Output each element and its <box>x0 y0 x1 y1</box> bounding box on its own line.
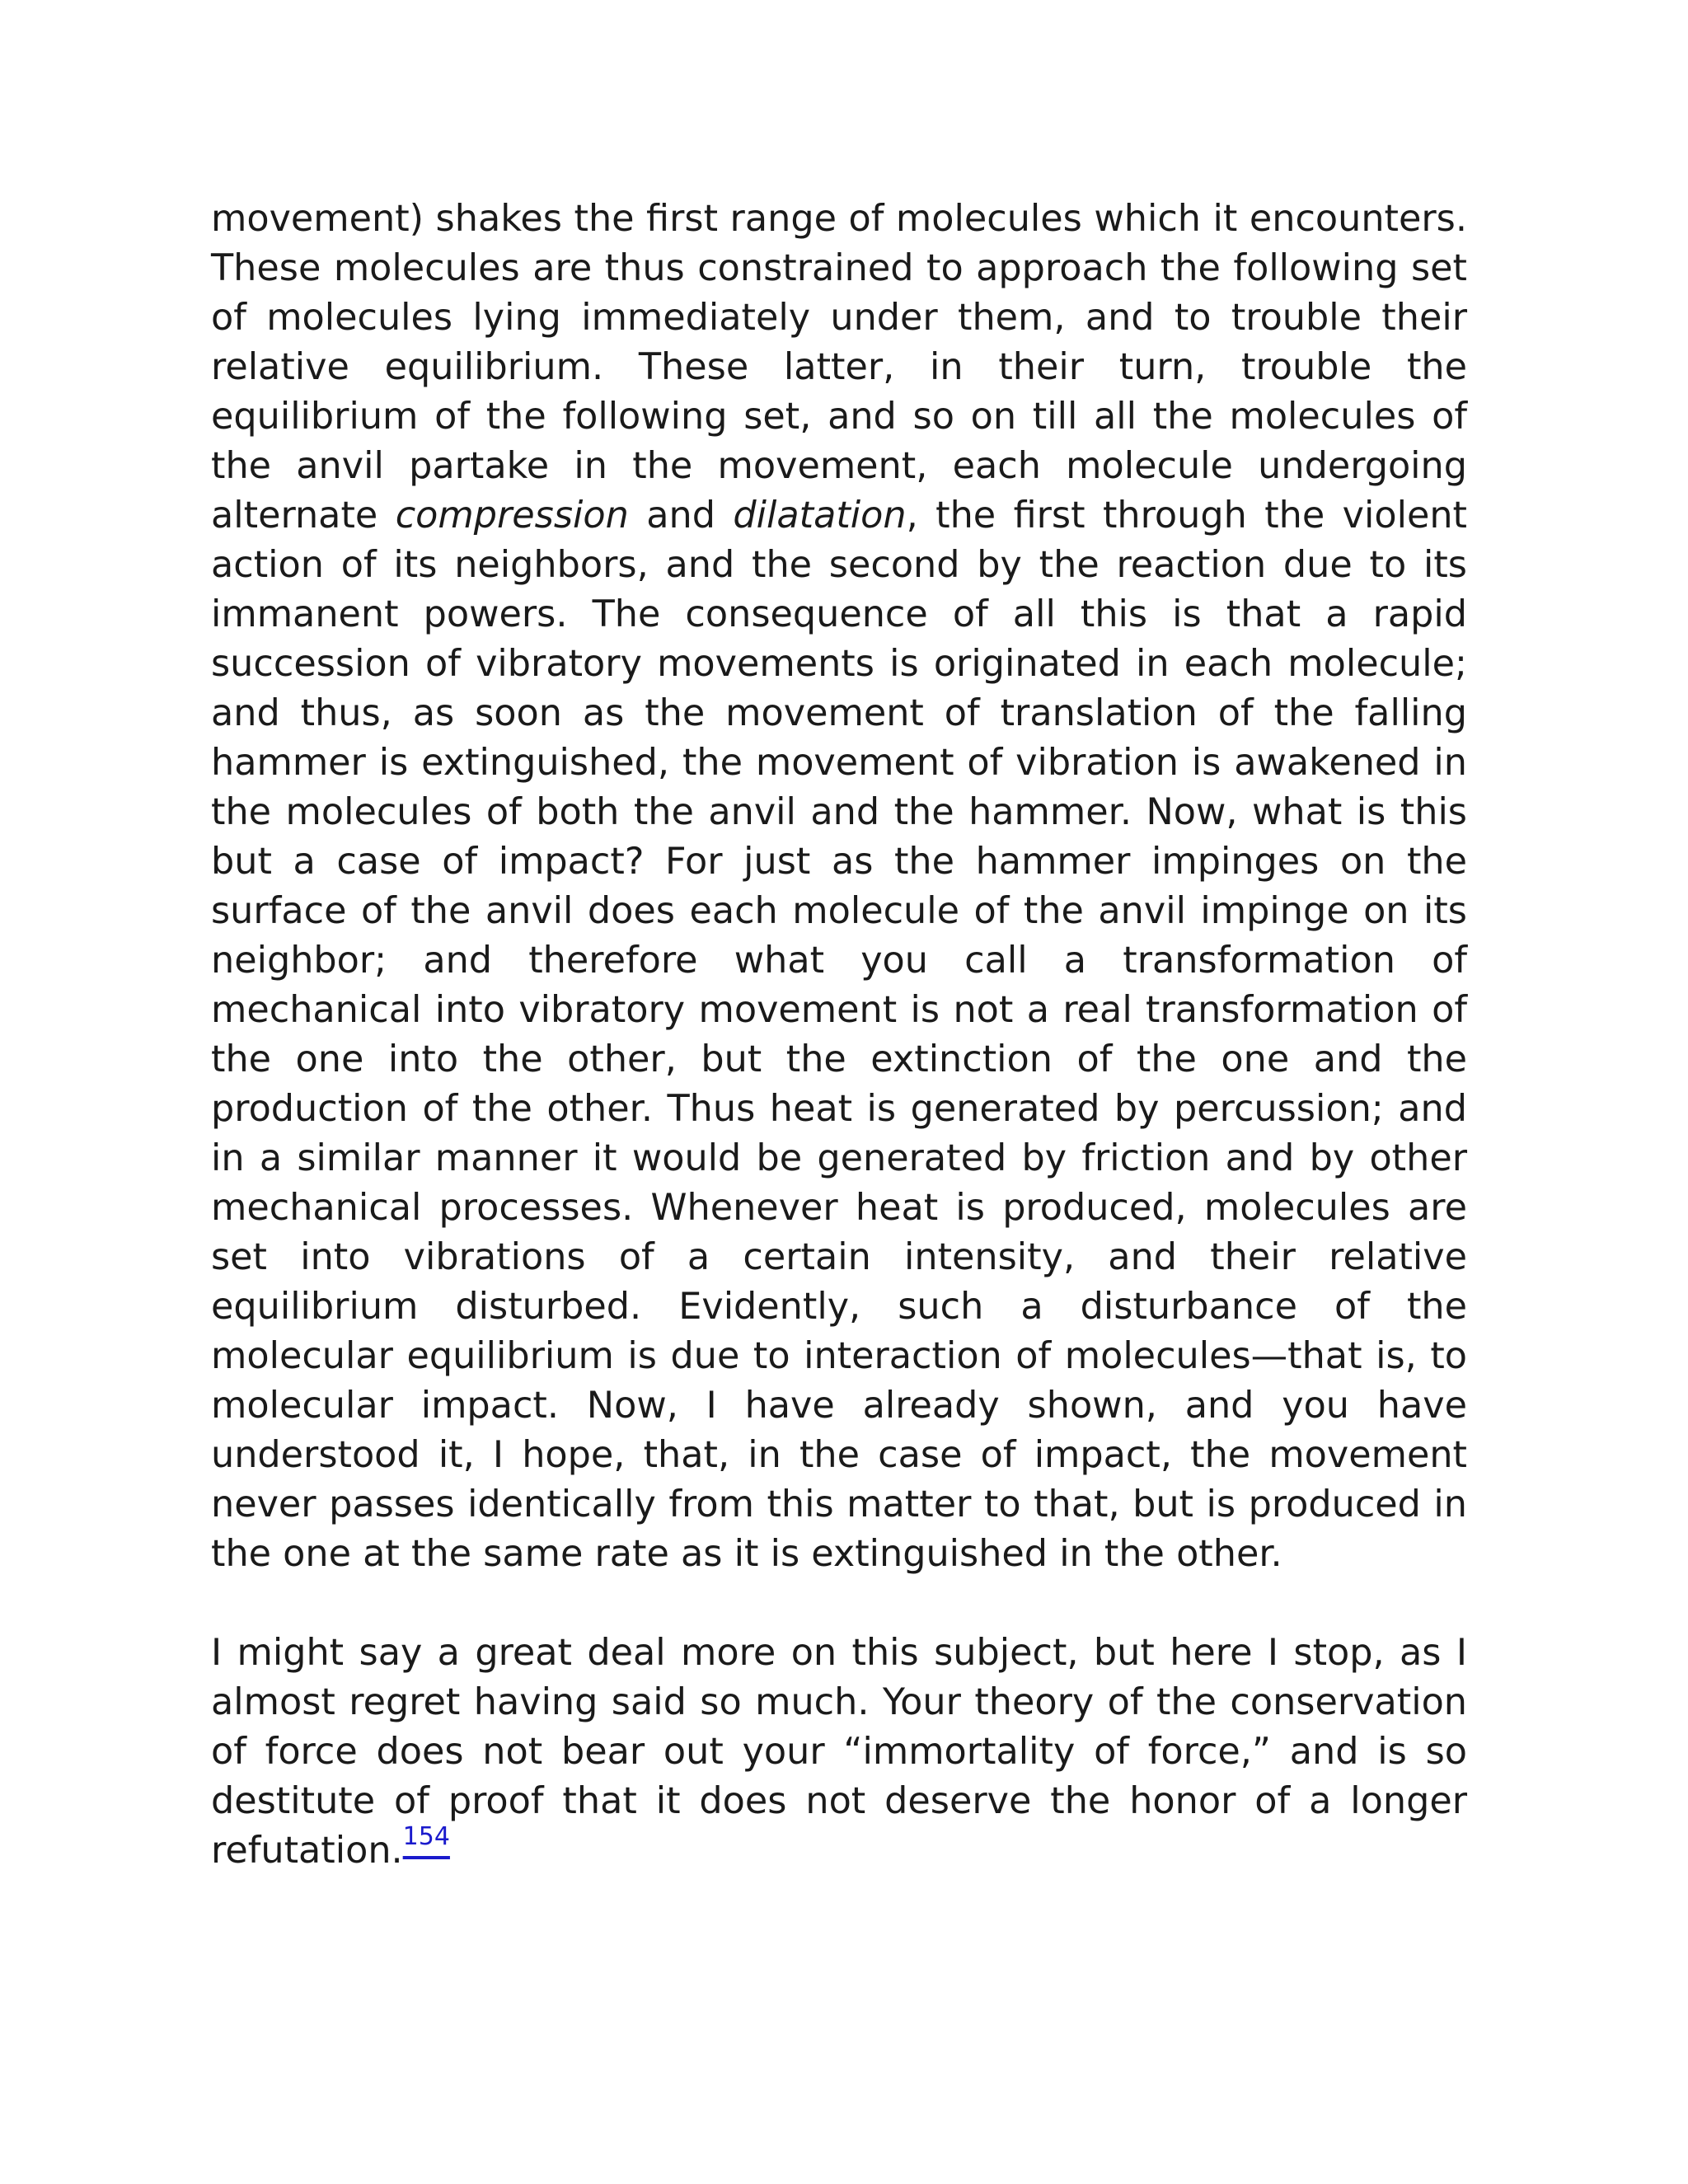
paragraph-1 <box>211 194 1467 1579</box>
body-text <box>211 194 1467 1876</box>
paragraph-1-text-b: and <box>628 494 734 537</box>
paragraph-2 <box>211 1629 1467 1876</box>
italic-term-compression: compression <box>395 494 629 537</box>
paragraph-2-text: I might say a great deal more on this subject, but here I stop, as I almost regret having said so much. Your theory of the conservation of force does not bear out your “immortality of force,” and is so destitute of proof that it does not deserve the honor of a longer refutation. <box>211 1632 1467 1872</box>
footnote-link[interactable]: 154 <box>402 1822 450 1851</box>
paragraph-1-text-c: , the first through the violent action of its neighbors, and the second by the reaction due to its immanent powers. The consequence of all this is that a rapid succession of vibratory movements is originated in each molecule; and thus, as soon as the movement of translation of the falling hammer is extinguished, the movement of vibration is awakened in the molecules of both the anvil and the hammer. Now, what is this but a case of impact? For just as the hammer impinges on the surface of the anvil does each molecule of the anvil impinge on its neighbor; and therefore what you call a transformation of mechanical into vibratory movement is not a real transformation of the one into the other, but the extinction of the one and the production of the other. Thus heat is generated by percussion; and in a similar manner it would be generated by friction and by other mechanical processes. Whenever heat is produced, molecules are set into vibrations of a certain intensity, and their relative equilibrium disturbed. Evidently, such a disturbance of the molecular equilibrium is due to interaction of molecules—that is, to molecular impact. Now, I have already shown, and you have understood it, I hope, that, in the case of impact, the movement never passes identically from this matter to that, but is produced in the one at the same rate as it is extinguished in the other. <box>211 494 1467 1575</box>
italic-term-dilatation: dilatation <box>733 494 907 537</box>
paragraph-1-text-a: movement) shakes the first range of molecules which it encounters. These molecules are thus constrained to approach the following set of molecules lying immediately under them, and to trouble their relative equilibrium. These latter, in their turn, trouble the equilibrium of the following set, and so on till all the molecules of the anvil partake in the movement, each molecule undergoing alternate <box>211 198 1467 537</box>
